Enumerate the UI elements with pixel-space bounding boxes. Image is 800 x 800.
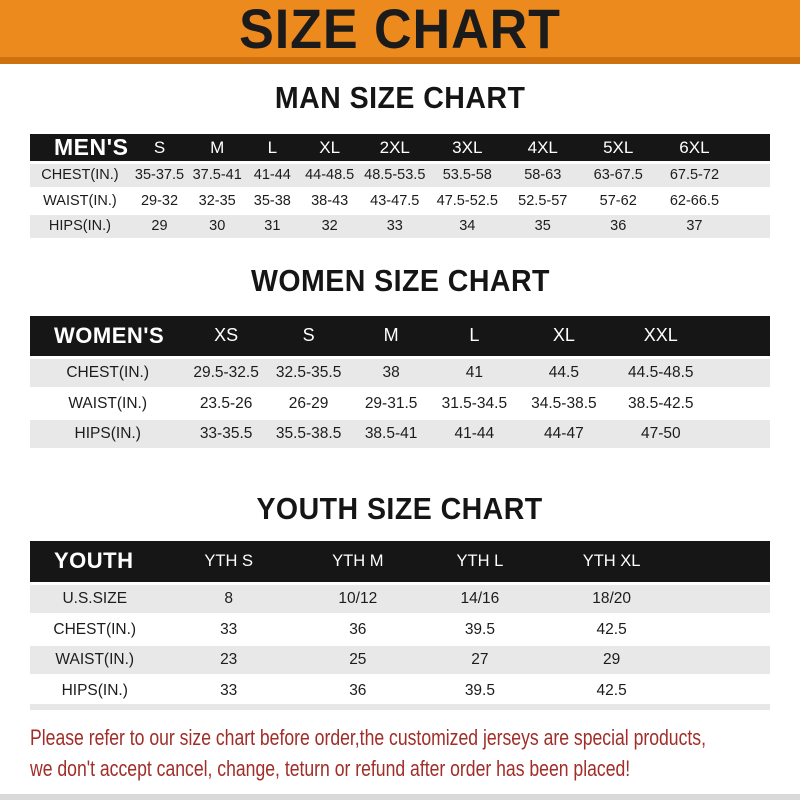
size-value-cell: 63-67.5 bbox=[580, 163, 655, 189]
women-section bbox=[0, 263, 800, 451]
size-value-cell: 38.5-41 bbox=[350, 419, 431, 450]
men-heading-wrap bbox=[0, 80, 800, 116]
size-value-cell: 43-47.5 bbox=[360, 188, 430, 214]
size-value-cell: 47-50 bbox=[611, 419, 711, 450]
size-chart-banner bbox=[0, 0, 800, 64]
size-value-cell: 48.5-53.5 bbox=[360, 163, 430, 189]
measurement-row bbox=[30, 645, 770, 676]
row-spacer-cell bbox=[681, 645, 770, 676]
size-value-cell: 39.5 bbox=[418, 614, 542, 645]
row-spacer-cell bbox=[711, 419, 770, 450]
size-value-cell: 30 bbox=[189, 214, 245, 240]
size-value-cell: 29-32 bbox=[130, 188, 189, 214]
header-spacer-cell bbox=[681, 541, 770, 584]
measurement-row-label: WAIST(IN.) bbox=[30, 188, 130, 214]
size-value-cell: 31.5-34.5 bbox=[432, 388, 517, 419]
measurement-row bbox=[30, 614, 770, 645]
size-value-cell: 10/12 bbox=[298, 584, 418, 615]
size-value-cell: 41 bbox=[432, 358, 517, 389]
size-value-cell: 44-47 bbox=[517, 419, 611, 450]
size-value-cell: 57-62 bbox=[580, 188, 655, 214]
size-value-cell: 36 bbox=[298, 675, 418, 707]
measurement-row-label: U.S.SIZE bbox=[30, 584, 160, 615]
women-size-table bbox=[30, 316, 770, 451]
measurement-row-label: CHEST(IN.) bbox=[30, 614, 160, 645]
banner-title: SIZE CHART bbox=[239, 0, 561, 60]
women-heading-wrap bbox=[0, 263, 800, 299]
size-column-header: 3XL bbox=[430, 134, 505, 163]
size-column-header: S bbox=[130, 134, 189, 163]
measurement-row bbox=[30, 419, 770, 450]
disclaimer-line-1: Please refer to our size chart before order,the customized jerseys are special products, bbox=[30, 725, 706, 750]
size-value-cell: 38-43 bbox=[299, 188, 360, 214]
youth-heading-wrap bbox=[0, 491, 800, 527]
size-value-cell: 33 bbox=[160, 675, 298, 707]
size-value-cell: 58-63 bbox=[505, 163, 580, 189]
size-header-row bbox=[30, 541, 770, 584]
measurement-row bbox=[30, 675, 770, 707]
row-spacer-cell bbox=[733, 188, 770, 214]
measurement-row-label: HIPS(IN.) bbox=[30, 419, 185, 450]
table-group-label: WOMEN'S bbox=[30, 316, 185, 358]
size-value-cell: 39.5 bbox=[418, 675, 542, 707]
size-value-cell: 36 bbox=[580, 214, 655, 240]
row-spacer-cell bbox=[711, 388, 770, 419]
size-value-cell: 47.5-52.5 bbox=[430, 188, 505, 214]
size-header-row bbox=[30, 316, 770, 358]
size-value-cell: 67.5-72 bbox=[656, 163, 733, 189]
size-value-cell: 52.5-57 bbox=[505, 188, 580, 214]
size-value-cell: 44.5-48.5 bbox=[611, 358, 711, 389]
measurement-row bbox=[30, 188, 770, 214]
size-column-header: L bbox=[432, 316, 517, 358]
measurement-row-label: CHEST(IN.) bbox=[30, 163, 130, 189]
size-value-cell: 35 bbox=[505, 214, 580, 240]
size-value-cell: 23 bbox=[160, 645, 298, 676]
size-value-cell: 31 bbox=[245, 214, 299, 240]
table-group-label: YOUTH bbox=[30, 541, 160, 584]
size-column-header: 6XL bbox=[656, 134, 733, 163]
size-value-cell: 32.5-35.5 bbox=[267, 358, 351, 389]
row-spacer-cell bbox=[681, 614, 770, 645]
men-section-heading: MAN SIZE CHART bbox=[274, 80, 526, 115]
size-column-header: 4XL bbox=[505, 134, 580, 163]
size-value-cell: 37 bbox=[656, 214, 733, 240]
youth-section-heading: YOUTH SIZE CHART bbox=[256, 490, 544, 526]
measurement-row-label: CHEST(IN.) bbox=[30, 358, 185, 389]
measurement-row bbox=[30, 214, 770, 240]
size-column-header: S bbox=[267, 316, 351, 358]
row-spacer-cell bbox=[733, 214, 770, 240]
size-value-cell: 18/20 bbox=[542, 584, 681, 615]
size-value-cell: 35-37.5 bbox=[130, 163, 189, 189]
size-column-header: 5XL bbox=[580, 134, 655, 163]
size-column-header: 2XL bbox=[360, 134, 430, 163]
size-value-cell: 44-48.5 bbox=[299, 163, 360, 189]
size-value-cell: 34 bbox=[430, 214, 505, 240]
measurement-row-label: HIPS(IN.) bbox=[30, 214, 130, 240]
header-spacer-cell bbox=[711, 316, 770, 358]
size-column-header: M bbox=[189, 134, 245, 163]
size-value-cell: 27 bbox=[418, 645, 542, 676]
measurement-row bbox=[30, 388, 770, 419]
size-value-cell: 37.5-41 bbox=[189, 163, 245, 189]
men-size-table bbox=[30, 134, 770, 241]
size-value-cell: 32-35 bbox=[189, 188, 245, 214]
size-value-cell: 14/16 bbox=[418, 584, 542, 615]
size-value-cell: 35.5-38.5 bbox=[267, 419, 351, 450]
men-section bbox=[0, 80, 800, 241]
women-section-heading: WOMEN SIZE CHART bbox=[250, 262, 550, 298]
disclaimer bbox=[0, 722, 800, 784]
size-value-cell: 29 bbox=[130, 214, 189, 240]
size-value-cell: 44.5 bbox=[517, 358, 611, 389]
size-column-header: XL bbox=[517, 316, 611, 358]
size-value-cell: 41-44 bbox=[245, 163, 299, 189]
size-column-header: XS bbox=[185, 316, 266, 358]
size-value-cell: 62-66.5 bbox=[656, 188, 733, 214]
size-header-row bbox=[30, 134, 770, 163]
measurement-row bbox=[30, 584, 770, 615]
row-spacer-cell bbox=[681, 675, 770, 707]
size-column-header: XL bbox=[299, 134, 360, 163]
row-spacer-cell bbox=[711, 358, 770, 389]
page-bottom-edge bbox=[0, 794, 800, 800]
size-value-cell: 42.5 bbox=[542, 614, 681, 645]
size-value-cell: 26-29 bbox=[267, 388, 351, 419]
size-column-header: L bbox=[245, 134, 299, 163]
size-column-header: YTH S bbox=[160, 541, 298, 584]
youth-size-table bbox=[30, 541, 770, 711]
size-value-cell: 53.5-58 bbox=[430, 163, 505, 189]
size-value-cell: 35-38 bbox=[245, 188, 299, 214]
measurement-row bbox=[30, 358, 770, 389]
measurement-row-label: WAIST(IN.) bbox=[30, 645, 160, 676]
size-value-cell: 33 bbox=[160, 614, 298, 645]
disclaimer-line-2: we don't accept cancel, change, teturn or refund after order has been placed! bbox=[30, 756, 631, 781]
size-value-cell: 33 bbox=[360, 214, 430, 240]
size-column-header: M bbox=[350, 316, 431, 358]
size-value-cell: 25 bbox=[298, 645, 418, 676]
size-value-cell: 38 bbox=[350, 358, 431, 389]
size-value-cell: 23.5-26 bbox=[185, 388, 266, 419]
table-group-label: MEN'S bbox=[30, 134, 130, 163]
size-value-cell: 8 bbox=[160, 584, 298, 615]
size-column-header: YTH XL bbox=[542, 541, 681, 584]
size-column-header: YTH L bbox=[418, 541, 542, 584]
header-spacer-cell bbox=[733, 134, 770, 163]
row-spacer-cell bbox=[681, 584, 770, 615]
size-column-header: XXL bbox=[611, 316, 711, 358]
size-value-cell: 41-44 bbox=[432, 419, 517, 450]
size-column-header: YTH M bbox=[298, 541, 418, 584]
row-spacer-cell bbox=[733, 163, 770, 189]
size-value-cell: 32 bbox=[299, 214, 360, 240]
size-value-cell: 38.5-42.5 bbox=[611, 388, 711, 419]
size-value-cell: 36 bbox=[298, 614, 418, 645]
size-value-cell: 29.5-32.5 bbox=[185, 358, 266, 389]
youth-section bbox=[0, 491, 800, 711]
size-value-cell: 33-35.5 bbox=[185, 419, 266, 450]
size-value-cell: 29-31.5 bbox=[350, 388, 431, 419]
measurement-row-label: WAIST(IN.) bbox=[30, 388, 185, 419]
size-value-cell: 42.5 bbox=[542, 675, 681, 707]
measurement-row bbox=[30, 163, 770, 189]
size-value-cell: 29 bbox=[542, 645, 681, 676]
size-value-cell: 34.5-38.5 bbox=[517, 388, 611, 419]
measurement-row-label: HIPS(IN.) bbox=[30, 675, 160, 707]
